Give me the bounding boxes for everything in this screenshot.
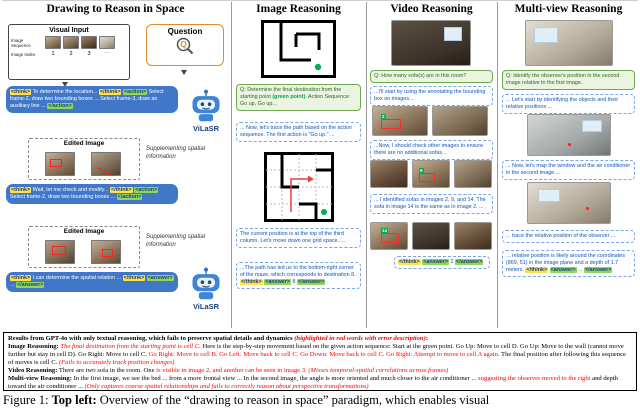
- results-text-segment: The final position after following this sequence of moves is cell C.: [8, 351, 626, 367]
- tag-answer-close: </answer>: [298, 279, 325, 286]
- maze-image-1: [261, 20, 336, 78]
- supplement-note: Supplementing spatial information: [146, 234, 206, 248]
- question-box-image-reasoning: [236, 84, 361, 111]
- photo-highlight: [538, 189, 560, 202]
- results-red-segment: The final destination from the starting point is cell C.: [58, 343, 201, 351]
- visual-input-box: [8, 24, 130, 80]
- results-red-segment: is visible in image 2, and another can be seen in image 3.: [156, 367, 307, 375]
- step-text: ...Now, I should check other images to ensure there are no additional sofas...: [374, 143, 484, 157]
- think-text: I can determine the spatial relation ...: [31, 275, 123, 281]
- vilasr-robot-icon: [188, 88, 224, 124]
- image-index-value: 1: [51, 51, 55, 57]
- results-title-colon: :: [425, 335, 428, 342]
- tag-think-open: <think>: [11, 187, 31, 193]
- vilasr-robot-icon: [188, 266, 224, 302]
- question-text: . Action Sequence: Go up, Go up...: [240, 94, 351, 108]
- red-annotation: [102, 249, 113, 257]
- room-photo: [412, 160, 450, 188]
- tag-action-open: <action>: [123, 89, 147, 95]
- room-photo: [370, 160, 408, 188]
- room-photo: [527, 182, 611, 224]
- frame-thumbnail: [81, 36, 97, 49]
- bbox-annotation: [419, 167, 435, 182]
- reasoning-step-1: [236, 122, 361, 142]
- results-video-label: Video Reasoning:: [8, 367, 58, 375]
- reasoning-step-3: [502, 230, 635, 243]
- panel-image-reasoning: [231, 0, 366, 330]
- results-image-reasoning: [8, 343, 632, 367]
- think-text: Wait, let me check and modify...: [31, 187, 110, 193]
- step-text: ... Let's start by identifying the objects and their relative positions ...: [506, 97, 619, 111]
- question-magnifier-icon: [175, 36, 195, 56]
- question-box: [146, 24, 224, 66]
- results-multiview-reasoning: [8, 375, 632, 391]
- panel-video-reasoning: [366, 0, 497, 330]
- tag-answer-open: <answer>: [265, 279, 291, 286]
- bbox-label: 9: [420, 167, 423, 173]
- bbox-annotation: [381, 113, 401, 129]
- edited-frame-thumbnail: [91, 240, 121, 264]
- tag-think-close: </think>: [399, 259, 420, 265]
- supplement-note: Supplementing spatial information: [146, 146, 206, 160]
- panel-multiview-reasoning: [497, 0, 640, 330]
- reasoning-step-2: [236, 228, 361, 248]
- image-sequence-label: Image Sequence: [11, 37, 31, 48]
- results-image-label: Image Reasoning:: [8, 343, 59, 351]
- bbox-annotation: [381, 227, 399, 243]
- step-text: ... relative position is likely around the coordinates (869, 51) in the image plane and a depth of 1.7 meters.: [506, 253, 625, 274]
- results-red-segment: suggesting the observer moved to the right: [478, 375, 591, 383]
- tag-action-open: <action>: [135, 187, 158, 193]
- room-photo: [454, 222, 492, 250]
- image-index-row: [11, 51, 127, 57]
- vilasr-label: ViLaSR: [192, 302, 220, 311]
- tag-action-close: </action>: [117, 194, 142, 201]
- think-bubble-1: [6, 86, 178, 113]
- frame-thumbnail: [45, 36, 61, 49]
- step-text: ... trace the relative position of the observer ...: [506, 233, 616, 239]
- red-annotation-line: [97, 167, 113, 176]
- tag-action-close: </action>: [48, 103, 72, 110]
- room-photo: [370, 222, 408, 250]
- image-index-label: Image Index: [11, 51, 36, 57]
- panel-title-image-reasoning: Image Reasoning: [256, 3, 341, 15]
- photo-highlight: [582, 120, 602, 132]
- results-multiview-label: Multi-view Reasoning:: [8, 375, 72, 383]
- tag-think-close: </think>: [241, 279, 262, 286]
- results-video-reasoning: [8, 367, 632, 375]
- reasoning-answer: [394, 256, 490, 269]
- step-text: ...I'll start by using the annotating the bounding box on images...: [374, 89, 486, 103]
- tag-answer-close: </answer>: [17, 282, 44, 289]
- tag-think-close: </think>: [123, 275, 145, 281]
- room-photo: [454, 160, 492, 188]
- photo-highlight: [444, 27, 462, 41]
- position-marker: [586, 207, 589, 210]
- results-error-note: (Fails to accurately track position changes): [58, 359, 175, 367]
- answer-text: ...: [10, 282, 16, 289]
- room-photo: [527, 114, 611, 156]
- think-bubble-2: [6, 184, 178, 204]
- tag-think-close: </think>: [526, 267, 548, 274]
- figure-caption: [3, 393, 637, 408]
- results-title-text: Results from GPT-4o with only textual reasoning, which fails to preserve spatial details and dynamics: [8, 335, 295, 342]
- tag-answer-open: <answer>: [147, 275, 173, 281]
- results-error-note: (Misses temporal-spatial correlations across frames): [306, 367, 449, 375]
- visual-input-label: Visual Input: [49, 27, 89, 34]
- question-green-point: (green point): [272, 94, 306, 101]
- tag-think-open: <think>: [11, 275, 31, 281]
- edited-frame-thumbnail: [45, 240, 75, 264]
- tag-answer-open: <answer>: [423, 259, 449, 265]
- room-photo: [432, 106, 488, 136]
- frame-thumbnail: [99, 36, 115, 49]
- frame-thumbnail: [63, 36, 79, 49]
- edited-image-box-2: [28, 226, 140, 268]
- step-text: ...The path has led us to the bottom-right corner of the maze, which corresponds to destination 8.: [240, 265, 356, 279]
- image-index-value: ⋯: [104, 51, 110, 57]
- tag-answer-open: <answer>: [550, 267, 576, 274]
- panel-title-multiview-reasoning: Multi-view Reasoning: [514, 3, 623, 15]
- answer-value: 8: [291, 279, 298, 286]
- tag-answer-close: </answer>: [456, 259, 483, 265]
- tag-answer-close: </answer>: [585, 267, 612, 274]
- question-box-multiview-reasoning: [502, 70, 635, 90]
- position-marker: [568, 143, 571, 146]
- caption-prefix: Figure 1:: [3, 393, 52, 407]
- caption-rest: Overview of the “drawing to reason in space” paradigm, which enables visual: [96, 393, 490, 407]
- room-photo: [412, 222, 450, 250]
- room-photo: [525, 20, 613, 66]
- bbox-label: 2: [382, 113, 385, 119]
- edited-image-box-1: [28, 138, 140, 180]
- step-text: ... I identified sofas in images 2, 9, and 14. The sofa in image 14 is the same as in image 2. ...: [374, 197, 486, 211]
- step-text: The current position is at the top of the third column. Let's move down one grid space.....: [240, 231, 346, 245]
- edited-frame-thumbnail: [91, 152, 121, 176]
- results-title-red: (highlighted in red words with error description): [294, 335, 426, 342]
- answer-text: ...: [576, 267, 585, 274]
- edited-image-label: Edited Image: [63, 140, 105, 147]
- results-text-segment: Here is the step-by-step movement based on the given action sequence: Start at the green point. Go Up: Move to cell D. Go Up: Move to the wall (cannot move further but stay in cell D). Go Right: Move to cell C.: [8, 343, 624, 359]
- edited-image-label: Edited Image: [63, 228, 105, 235]
- panel-drawing: [0, 0, 231, 330]
- answer-bubble: [6, 272, 178, 292]
- reasoning-answer: [236, 262, 361, 289]
- maze-image-2: [264, 152, 334, 222]
- results-error-note: (Only captures coarse spatial relationships and fails to correctly reason about perspective transformations): [84, 383, 369, 391]
- reasoning-answer: [502, 250, 635, 277]
- red-annotation: [52, 246, 66, 255]
- q-letter: Q: [180, 39, 187, 50]
- think-text: To determine the location...: [31, 89, 99, 95]
- results-text-segment: There are two sofa in the room. One: [57, 367, 157, 375]
- results-red-segment: Go Right: Move to cell B. Go Left: Move back to cell C. Go Down: Move back to cell C. Go Right: Attempt to move to cell A again.: [147, 351, 500, 359]
- image-index-value: 2: [69, 51, 73, 57]
- action-text: Select frame-2, draw two bounding boxes ... Select frame-3, draw an auxiliary line ...: [10, 89, 164, 110]
- step-text: ... Now, let's trace the path based on the action sequence. The first action is "Go up." ...: [240, 125, 352, 139]
- answer-value: 2: [449, 259, 456, 265]
- edited-frame-thumbnail: [45, 152, 75, 176]
- results-text-segment: In the first image, we see the bed ... from a more frontal view ... In the second image, the angle is more oriented and much closer to the air conditioner ...: [71, 375, 479, 383]
- tag-think-close: </think>: [99, 89, 121, 95]
- panel-title-drawing: Drawing to Reason in Space: [46, 3, 185, 15]
- reasoning-step-2: [502, 160, 635, 180]
- room-photo: [372, 106, 428, 136]
- vilasr-label: ViLaSR: [192, 124, 220, 133]
- tag-think-close: </think>: [110, 187, 132, 193]
- image-index-value: 3: [87, 51, 91, 57]
- step-text: ... Now, let's map the window and the air conditioner in the second image ...: [506, 163, 631, 177]
- reasoning-step-3: [370, 194, 493, 214]
- reasoning-step-1: [502, 94, 635, 114]
- question-text: Q: Identify the observer's position in the second image relative to the first image.: [506, 73, 620, 87]
- question-text: Q: Determine the final destination from the starting point: [240, 87, 342, 101]
- panel-title-video-reasoning: Video Reasoning: [390, 3, 473, 15]
- flow-arrow-icon: [181, 70, 187, 75]
- caption-bold: Top left:: [51, 393, 97, 407]
- results-box: [3, 332, 637, 391]
- question-label: Question: [167, 27, 203, 36]
- question-text: Q: How many sofa(s) are in this room?: [374, 73, 467, 79]
- results-text-segment: and depth toward the air conditioner ...: [8, 375, 618, 391]
- results-title: [8, 335, 632, 343]
- action-text: Select frame-2, draw two bounding boxes ...: [10, 194, 117, 201]
- red-annotation: [50, 159, 62, 167]
- image-sequence-row: [11, 36, 127, 49]
- photo-highlight: [534, 27, 558, 43]
- reasoning-step-1: [370, 86, 493, 106]
- question-box-video-reasoning: [370, 70, 493, 83]
- tag-think-open: <think>: [11, 89, 31, 95]
- reasoning-step-2: [370, 140, 493, 160]
- room-photo: [391, 20, 471, 66]
- bbox-label: 14: [382, 227, 388, 233]
